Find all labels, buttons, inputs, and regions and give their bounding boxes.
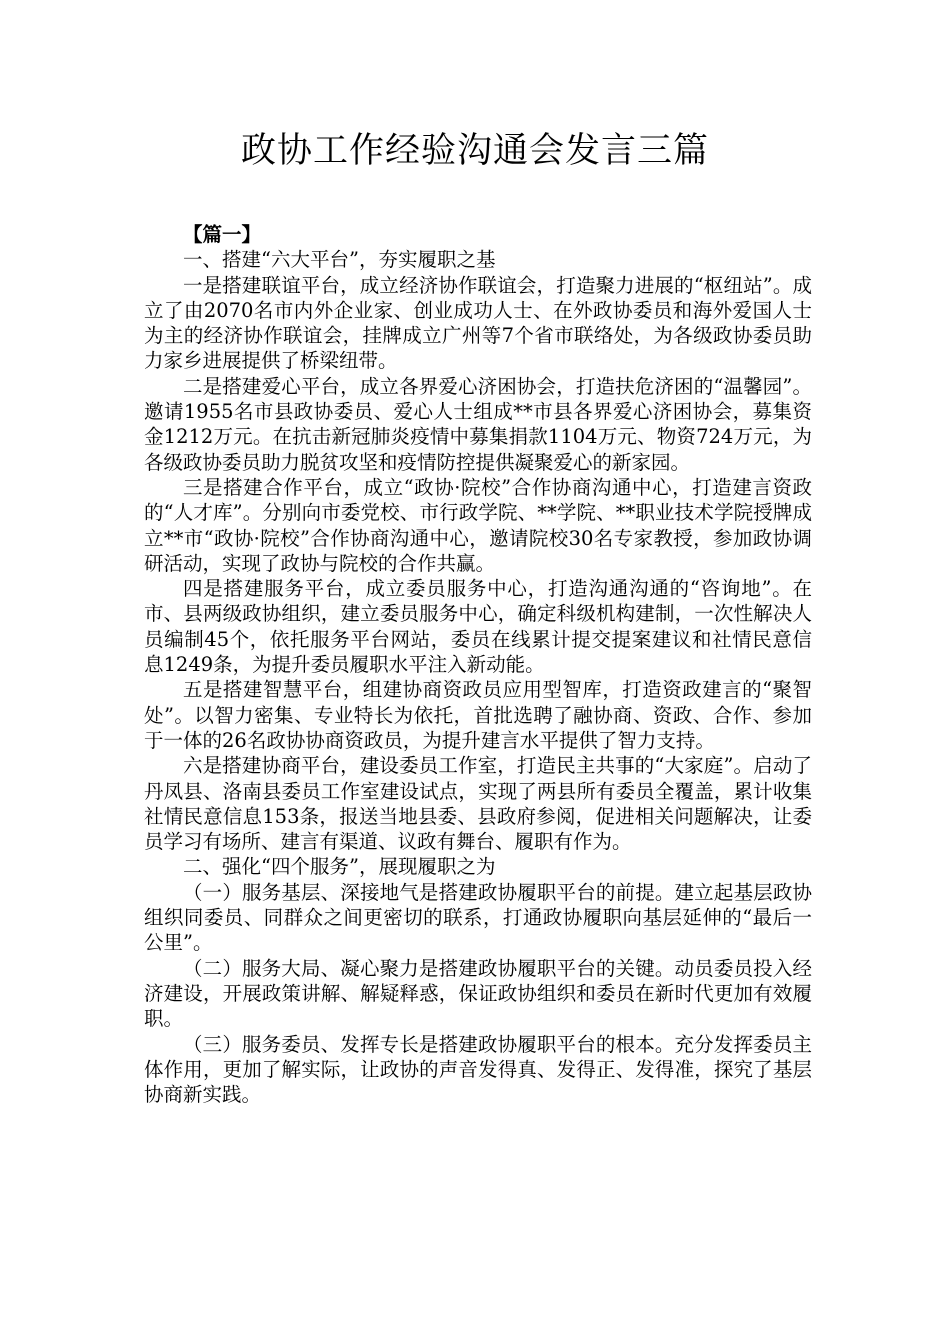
heading-one: 一、搭建“六大平台”，夯实履职之基 [183,248,496,272]
section-label: 【篇一】 [183,223,262,246]
paragraph: 三是搭建合作平台，成立“政协·院校”合作协商沟通中心，打造建言资政的“人才库”。分别向市委党校、市行政学院、**学院、**职业技术学院授牌成立**市“政协·院校”合作协商沟通中心，邀请院校30名专家教授，参加政协调研活动，实现了政协与院校的合作共赢。 [144,475,812,575]
heading-two: 二、强化“四个服务”，展现履职之为 [183,855,496,879]
document-body [144,222,812,1107]
paragraph: 一是搭建联谊平台，成立经济协作联谊会，打造聚力进展的“枢纽站”。成立了由2070名市内外企业家、创业成功人士、在外政协委员和海外爱国人士为主的经济协作联谊会，挂牌成立广州等7个省市联络处，为各级政协委员助力家乡进展提供了桥梁纽带。 [144,273,812,373]
document-title: 政协工作经验沟通会发言三篇 [240,131,709,171]
paragraph: 二是搭建爱心平台，成立各界爱心济困协会，打造扶危济困的“温馨园”。邀请1955名市县政协委员、爱心人士组成**市县各界爱心济困协会，募集资金1212万元。在抗击新冠肺炎疫情中募集捐款1104万元、物资724万元，为各级政协委员助力脱贫攻坚和疫情防控提供凝聚爱心的新家园。 [144,374,812,474]
paragraph: 四是搭建服务平台，成立委员服务中心，打造沟通沟通的“咨询地”。在市、县两级政协组织，建立委员服务中心，确定科级机构建制，一次性解决人员编制45个，依托服务平台网站，委员在线累计提交提案建议和社情民意信息1249条，为提升委员履职水平注入新动能。 [144,577,812,677]
paragraph: 六是搭建协商平台，建设委员工作室，打造民主共事的“大家庭”。启动了丹凤县、洛南县委员工作室建设试点，实现了两县所有委员全覆盖，累计收集社情民意信息153条，报送当地县委、县政府参阅，促进相关问题解决，让委员学习有场所、建言有渠道、议政有舞台、履职有作为。 [144,754,812,854]
paragraph: 五是搭建智慧平台，组建协商资政员应用型智库，打造资政建言的“聚智处”。以智力密集、专业特长为依托，首批选聘了融协商、资政、合作、参加于一体的26名政协协商资政员，为提升建言水平提供了智力支持。 [144,678,812,752]
paragraph: （一）服务基层、深接地气是搭建政协履职平台的前提。建立起基层政协组织同委员、同群众之间更密切的联系，打通政协履职向基层延伸的“最后一公里”。 [144,880,812,955]
paragraph: （三）服务委员、发挥专长是搭建政协履职平台的根本。充分发挥委员主体作用，更加了解实际，让政协的声音发得真、发得正、发得准，探究了基层协商新实践。 [144,1032,812,1107]
paragraph: （二）服务大局、凝心聚力是搭建政协履职平台的关键。动员委员投入经济建设，开展政策讲解、解疑释惑，保证政协组织和委员在新时代更加有效履职。 [144,956,812,1031]
